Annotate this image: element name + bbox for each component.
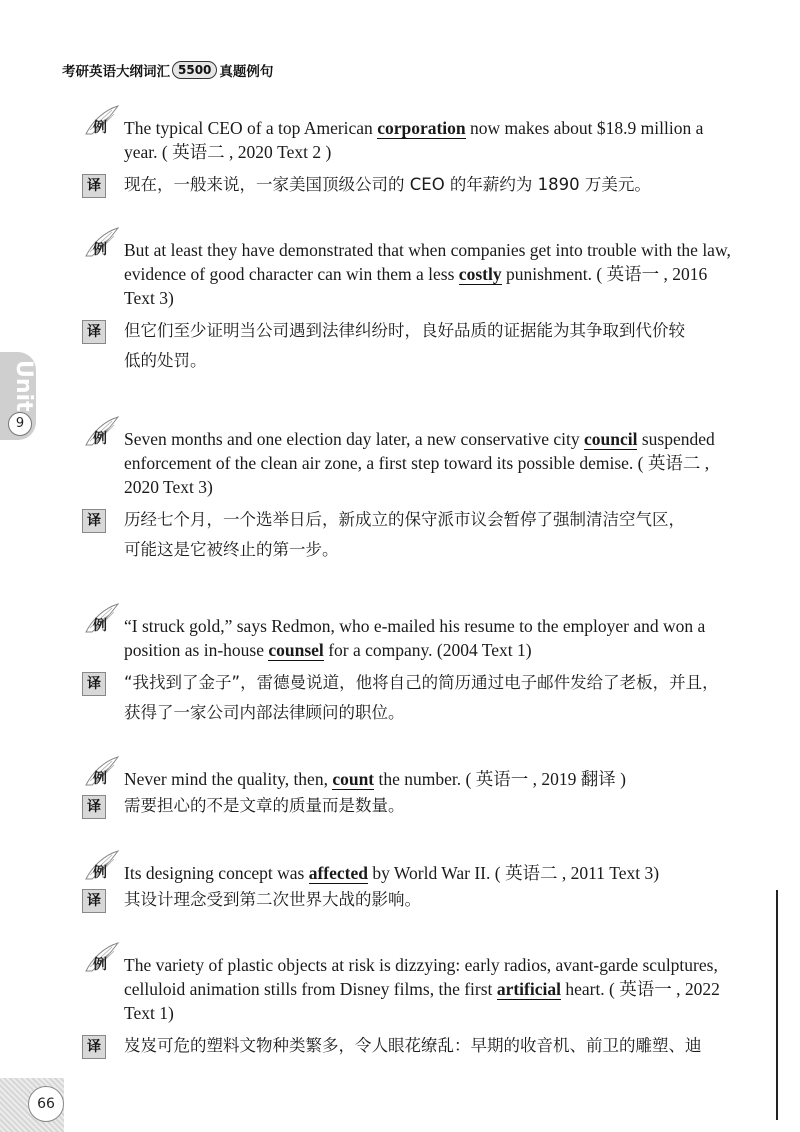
keyword: council — [583, 429, 638, 449]
example-feather-icon: 例 — [82, 941, 122, 979]
example-feather-icon: 例 — [82, 602, 122, 640]
keyword: counsel — [268, 640, 324, 660]
chinese-translation: 译 需要担心的不是文章的质量而是数量。 — [124, 791, 762, 821]
english-sentence: 例 “I struck gold,” says Redmon, who e-mailed his resume to the employer and won a — [124, 614, 762, 638]
running-header — [62, 60, 273, 80]
english-sentence: 例 But at least they have demonstrated that when companies get into trouble with the law, — [124, 238, 762, 262]
english-sentence: 例 Its designing concept was affected by World War II. ( 英语二 , 2011 Text 3) — [124, 861, 762, 885]
chinese-translation: 译 “我找到了金子”，雷德曼说道，他将自己的简历通过电子邮件发给了老板，并且， — [124, 668, 762, 698]
example-entry: 例 The variety of plastic objects at risk is dizzying: early radios, avant-garde sculptures, celluloid animation stills from Disney films, the first artificial heart. ( 英语一 , 2022 Text 1) 译 岌岌可危的塑料文物种类繁多，令人眼花缭乱：早期的收音机、前卫的雕塑、迪 — [82, 953, 762, 1061]
translation-icon: 译 — [82, 795, 106, 819]
keyword: affected — [308, 863, 368, 883]
example-entry: 例 Seven months and one election day later, a new conservative city council suspended enforcement of the clean air zone, a first step toward its possible demise. ( 英语二 , 2020 Text 3) 译 历经七个月，一个选举日后，新成立的保守派市议会暂停了强制清洁空气区， 可能这是它被终止的第一步。 — [82, 427, 762, 565]
header-subtitle: 真题例句 — [219, 64, 274, 80]
example-entry — [82, 767, 762, 821]
keyword: costly — [458, 264, 502, 284]
english-sentence: 例 The typical CEO of a top American corporation now makes about $18.9 million a — [124, 116, 762, 140]
chinese-translation: 译 岌岌可危的塑料文物种类繁多，令人眼花缭乱：早期的收音机、前卫的雕塑、迪 — [124, 1031, 762, 1061]
translation-icon: 译 — [82, 509, 106, 533]
unit-tab-label: Unit — [11, 360, 36, 412]
header-title: 考研英语大纲词汇 — [62, 64, 170, 80]
translation-icon: 译 — [82, 320, 106, 344]
example-feather-icon: 例 — [82, 415, 122, 453]
translation-icon: 译 — [82, 889, 106, 913]
translation-icon: 译 — [82, 174, 106, 198]
example-entry: 例 But at least they have demonstrated that when companies get into trouble with the law, evidence of good character can win them a less costly punishment. ( 英语一 , 2016 Text 3) 译 但它们至少证明当公司遇到法律纠纷时，良好品质的证据能为其争取到代价较 低的处罚。 — [82, 238, 762, 376]
header-badge: 5500 — [172, 61, 217, 79]
chinese-translation: 译 历经七个月，一个选举日后，新成立的保守派市议会暂停了强制清洁空气区， — [124, 505, 762, 535]
page-number: 66 — [28, 1086, 64, 1122]
keyword: corporation — [377, 118, 466, 138]
chinese-translation: 译 现在，一般来说，一家美国顶级公司的 CEO 的年薪约为 1890 万美元。 — [124, 170, 762, 200]
example-entry: 例 The typical CEO of a top American corporation now makes about $18.9 million a year. ( 英语二 , 2020 Text 2 ) 译 现在，一般来说，一家美国顶级公司的 CEO 的年薪约为 1890 万美元。 — [82, 116, 762, 200]
translation-icon: 译 — [82, 672, 106, 696]
chinese-translation: 译 但它们至少证明当公司遇到法律纠纷时，良好品质的证据能为其争取到代价较 — [124, 316, 762, 346]
example-entry — [82, 861, 762, 915]
english-sentence: 例 The variety of plastic objects at risk is dizzying: early radios, avant-garde sculptures, — [124, 953, 762, 977]
translation-icon: 译 — [82, 1035, 106, 1059]
keyword: count — [332, 769, 375, 789]
example-feather-icon: 例 — [82, 849, 122, 887]
keyword: artificial — [496, 979, 561, 999]
margin-line — [776, 890, 778, 1120]
unit-tab-number: 9 — [8, 412, 32, 436]
example-feather-icon: 例 — [82, 104, 122, 142]
example-entry: 例 “I struck gold,” says Redmon, who e-mailed his resume to the employer and won a position as in-house counsel for a company. (2004 Text 1) 译 “我找到了金子”，雷德曼说道，他将自己的简历通过电子邮件发给了老板，并且， 获得了一家公司内部法律顾问的职位。 — [82, 614, 762, 728]
chinese-translation: 译 其设计理念受到第二次世界大战的影响。 — [124, 885, 762, 915]
english-sentence: 例 Seven months and one election day later, a new conservative city council suspended — [124, 427, 762, 451]
english-sentence: 例 Never mind the quality, then, count the number. ( 英语一 , 2019 翻译 ) — [124, 767, 762, 791]
example-feather-icon: 例 — [82, 755, 122, 793]
example-feather-icon: 例 — [82, 226, 122, 264]
